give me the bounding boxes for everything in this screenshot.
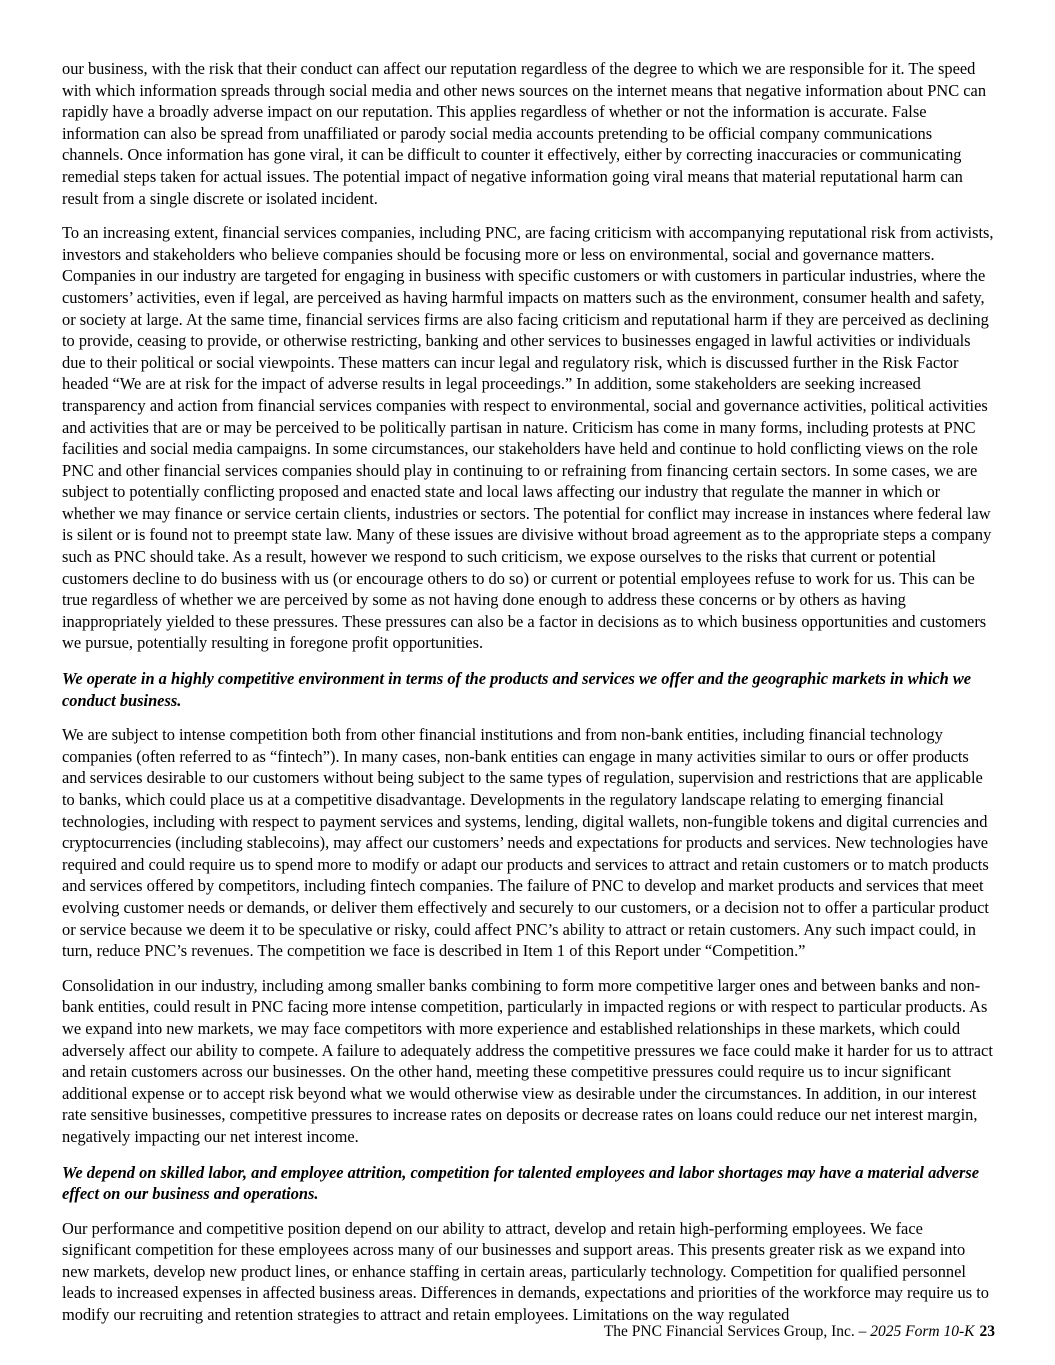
paragraph-employee-retention: Our performance and competitive position depend on our ability to attract, develop and retain high-performing employees. We face significant competition for these employees across many of our businesses and support areas. This presents greater risk as we expand into new markets, develop new product lines, or enhance staffing in certain areas, particularly technology. Competition for qualified personnel leads to increased expenses in affected business areas. Differences in demands, expectations and priorities of the workforce may require us to modify our recruiting and retention strategies to attract and retain employees. Limitations on the way regulated bbox=[62, 1218, 989, 1325]
footer-page-number: 23 bbox=[979, 1323, 995, 1340]
footer-company-name: The PNC Financial Services Group, Inc. – bbox=[603, 1323, 871, 1340]
paragraph-competition-fintech: We are subject to intense competition both from other financial institutions and from non-bank entities, including financial technology companies (often referred to as “fintech”). In many cases, non-bank entities can engage in many activities similar to ours or offer products and services desirable to our customers without being subject to the same types of regulation, supervision and restrictions that are applicable to banks, which could place us at a competitive disadvantage. Developments in the regulatory landscape relating to emerging financial technologies, including with respect to payment services and systems, lending, digital wallets, non-fungible tokens and digital currencies and cryptocurrencies (including stablecoins), may affect our customers’ needs and expectations for products and services. New technologies have required and could require us to spend more to modify or adapt our products and services to attract and retain customers or to match products and services offered by competitors, including fintech companies. The failure of PNC to develop and market products and services that meet evolving customer needs or demands, or deliver them effectively and securely to our customers, or a decision not to offer a particular product or service because we deem it to be speculative or risky, could affect PNC’s ability to attract or retain customers. Any such impact could, in turn, reduce PNC’s revenues. The competition we face is described in Item 1 of this Report under “Competition.” bbox=[62, 725, 989, 961]
risk-factor-heading-competitive-environment: We operate in a highly competitive environment in terms of the products and services we offer and the geographic markets in which we conduct business. bbox=[62, 669, 972, 710]
paragraph-industry-consolidation: Consolidation in our industry, including among smaller banks combining to form more competitive larger ones and between banks and non-bank entities, could result in PNC facing more intense competition, particularly in impacted regions or with respect to particular products. As we expand into new markets, we may face competitors with more experience and established relationships in these markets, which could adversely affect our ability to compete. A failure to adequately address the competitive pressures we face could make it harder for us to attract and retain customers across our businesses. On the other hand, meeting these competitive pressures could require us to incur significant additional expense or to accept risk beyond what we would otherwise view as desirable under the circumstances. In addition, in our interest rate sensitive businesses, competitive pressures to increase rates on deposits or decrease rates on loans could reduce our net interest margin, negatively impacting our net interest income. bbox=[62, 975, 993, 1146]
paragraph-esg-criticism: To an increasing extent, financial services companies, including PNC, are facing criticism with accompanying reputational risk from activists, investors and stakeholders who believe companies should be focusing more or less on environmental, social and governance matters. Companies in our industry are targeted for engaging in business with specific customers or with customers in particular industries, where the customers’ activities, even if legal, are perceived as having harmful impacts on matters such as the environment, consumer health and safety, or society at large. At the same time, financial services firms are also facing criticism and reputational harm if they are perceived as declining to provide, ceasing to provide, or otherwise restricting, banking and other services to businesses engaged in lawful activities or individuals due to their political or social viewpoints. These matters can incur legal and regulatory risk, which is discussed further in the Risk Factor headed “We are at risk for the impact of adverse results in legal proceedings.” In addition, some stakeholders are seeking increased transparency and action from financial services companies with respect to environmental, social and governance activities, political activities and activities that are or may be perceived to be politically partisan in nature. Criticism has come in many forms, including protests at PNC facilities and social media campaigns. In some circumstances, our stakeholders have held and continue to hold conflicting views on the role PNC and other financial services companies should play in continuing to or refraining from financing certain sectors. In some cases, we are subject to potentially conflicting proposed and enacted state and local laws affecting our industry that regulate the manner in which or whether we may finance or service certain clients, industries or sectors. The potential for conflict may increase in instances where federal law is silent or is found not to preempt state law. Many of these issues are divisive without broad agreement as to the appropriate steps a company such as PNC should take. As a result, however we respond to such criticism, we expose ourselves to the risks that current or potential customers decline to do business with us (or encourage others to do so) or current or potential employees refuse to work for us. This can be true regardless of whether we are perceived by some as not having done enough to address these concerns or by others as having inappropriately yielded to these pressures. These pressures can also be a factor in decisions as to which business opportunities and customers we pursue, potentially resulting in foregone profit opportunities. bbox=[62, 223, 994, 653]
paragraph-reputation-continuation: our business, with the risk that their conduct can affect our reputation regardless of the degree to which we are responsible for it. The speed with which information spreads through social media and other news sources on the internet means that negative information about PNC can rapidly have a broadly adverse impact on our reputation. This applies regardless of whether or not the information is accurate. False information can also be spread from unaffiliated or parody social media accounts pretending to be official company communications channels. Once information has gone viral, it can be difficult to counter it effectively, either by correcting inaccuracies or communicating remedial steps taken for actual issues. The potential impact of negative information going viral means that material reputational harm can result from a single discrete or isolated incident. bbox=[62, 59, 987, 208]
page-footer bbox=[604, 1322, 995, 1342]
risk-factor-heading-skilled-labor: We depend on skilled labor, and employee attrition, competition for talented employees and labor shortages may have a material adverse effect on our business and operations. bbox=[62, 1162, 980, 1204]
footer-form-title: 2025 Form 10-K bbox=[870, 1323, 975, 1340]
